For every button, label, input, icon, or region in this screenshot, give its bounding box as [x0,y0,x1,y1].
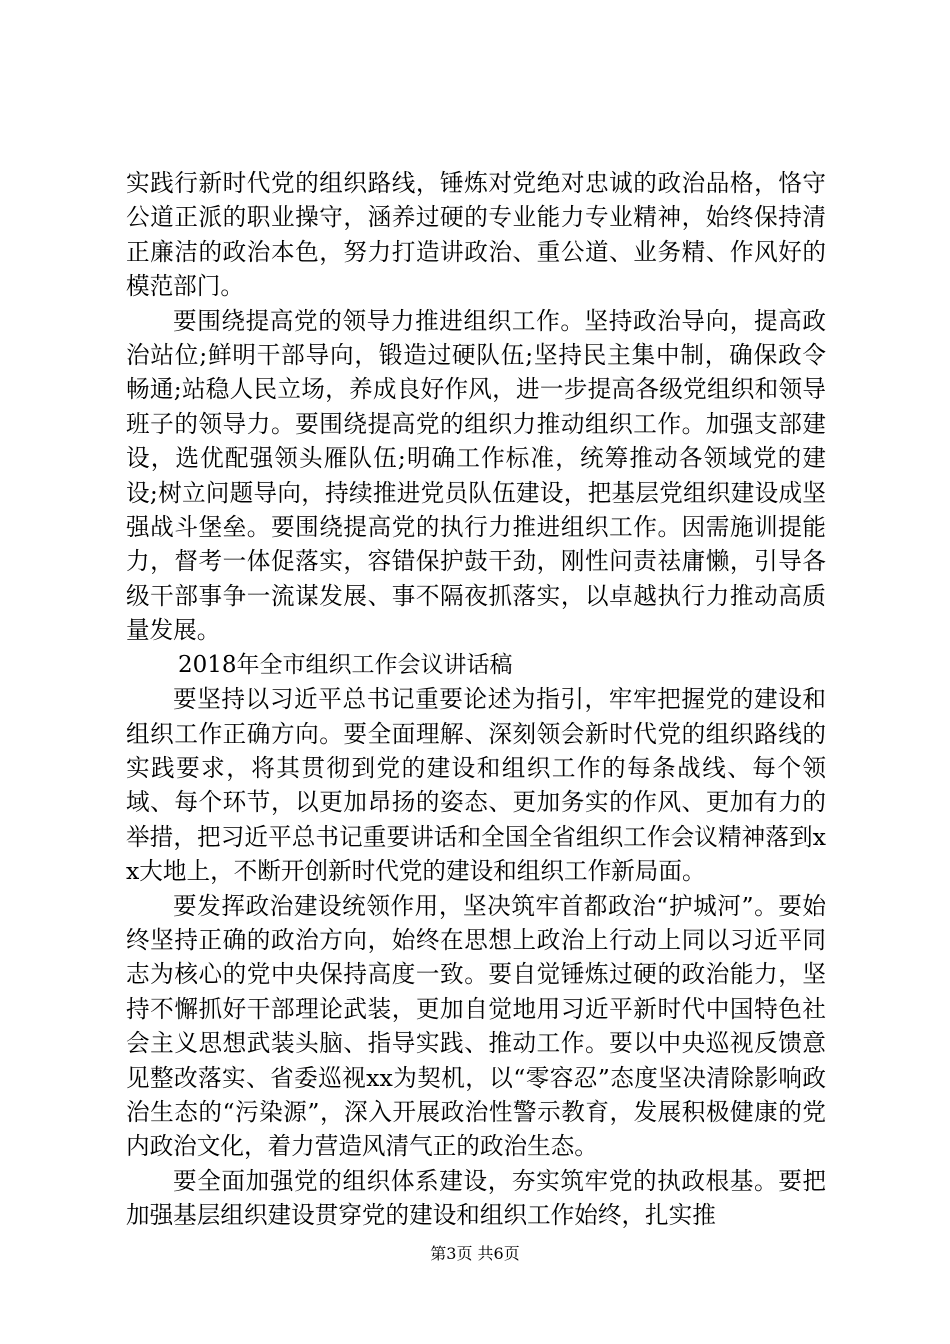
section-heading: 2018年全市组织工作会议讲话稿 [178,651,513,678]
paragraph-5: 要全面加强党的组织体系建设，夯实筑牢党的执政根基。要把加强基层组织建设贯穿党的建设和组织工作始终，扎实推 [126,1166,826,1230]
page-number-label: 第3页 共6页 [430,1244,520,1263]
paragraph-2: 要围绕提高党的领导力推进组织工作。坚持政治导向，提高政治站位;鲜明干部导向，锻造过硬队伍;坚持民主集中制，确保政令畅通;站稳人民立场，养成良好作风，进一步提高各级党组织和领导班子的领导力。要围绕提高党的组织力推动组织工作。加强支部建设，选优配强领头雁队伍;明确工作标准，统筹推动各领域党的建设;树立问题导向，持续推进党员队伍建设，把基层党组织建设成坚强战斗堡垒。要围绕提高党的执行力推进组织工作。因需施训提能力，督考一体促落实，容错保护鼓干劲，刚性问责祛庸懒，引导各级干部事争一流谋发展、事不隔夜抓落实，以卓越执行力推动高质量发展。 [126,306,826,645]
paragraph-3: 要坚持以习近平总书记重要论述为指引，牢牢把握党的建设和组织工作正确方向。要全面理解、深刻领会新时代党的组织路线的实践要求，将其贯彻到党的建设和组织工作的每条战线、每个领域、每个环节，以更加昂扬的姿态、更加务实的作风、更加有力的举措，把习近平总书记重要讲话和全国全省组织工作会议精神落到xx大地上，不断开创新时代党的建设和组织工作新局面。 [126,685,826,886]
paragraph-1: 实践行新时代党的组织路线，锤炼对党绝对忠诚的政治品格，恪守公道正派的职业操守，涵养过硬的专业能力专业精神，始终保持清正廉洁的政治本色，努力打造讲政治、重公道、业务精、作风好的模范部门。 [126,169,826,301]
page-footer [0,1244,950,1264]
paragraph-4: 要发挥政治建设统领作用，坚决筑牢首都政治“护城河”。要始终坚持正确的政治方向，始终在思想上政治上行动上同以习近平同志为核心的党中央保持高度一致。要自觉锤炼过硬的政治能力，坚持不懈抓好干部理论武装，更加自觉地用习近平新时代中国特色社会主义思想武装头脑、指导实践、推动工作。要以中央巡视反馈意见整改落实、省委巡视xx为契机，以“零容忍”态度坚决清除影响政治生态的“污染源”，深入开展政治性警示教育，发展积极健康的党内政治文化，着力营造风清气正的政治生态。 [126,891,826,1161]
document-body [126,166,826,1233]
